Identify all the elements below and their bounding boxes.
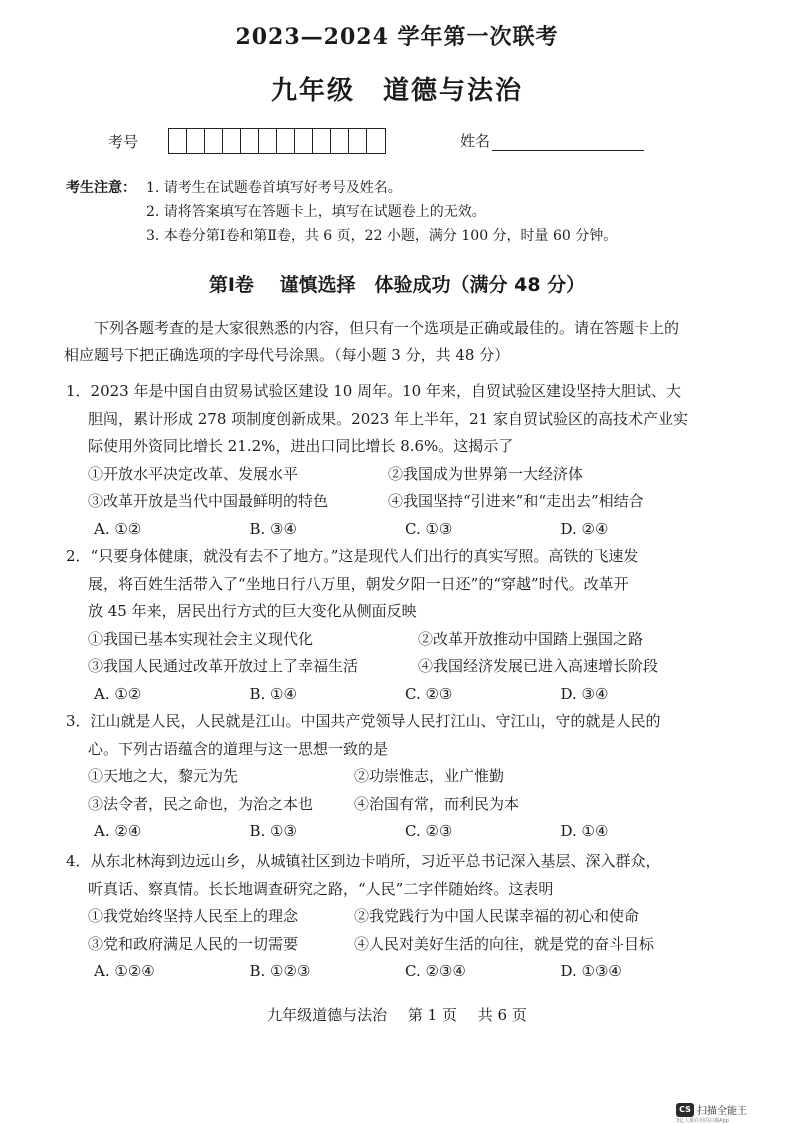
exam-number-cell — [331, 129, 349, 153]
statement-option: ②改革开放推动中国踏上强国之路 — [418, 629, 644, 648]
answer-choices — [66, 818, 716, 846]
grade-subject-title — [0, 70, 794, 107]
scanner-watermark — [676, 1102, 747, 1117]
answer-choice-d: D. ③④ — [560, 684, 609, 703]
answer-choice-d: D. ②④ — [560, 519, 609, 538]
name-field — [460, 130, 644, 151]
page-footer — [0, 1004, 794, 1025]
exam-number-cell — [187, 129, 205, 153]
answer-choice-b: B. ①④ — [249, 684, 297, 703]
question-stem-line: 放 45 年来，居民出行方式的巨大变化从侧面反映 — [88, 602, 417, 620]
name-label: 姓名 — [460, 132, 491, 150]
name-underline — [492, 132, 644, 151]
answer-choices — [66, 516, 716, 544]
exam-number-cell — [367, 129, 385, 153]
question-stem-line: 展，将百姓生活带入了“坐地日行八万里，朝发夕阳一日还”的“穿越”时代。改革开 — [88, 574, 629, 593]
statement-option: ①开放水平决定改革、发展水平 — [88, 464, 299, 483]
answer-choice-b: B. ①②③ — [249, 962, 311, 980]
answer-choices — [66, 681, 716, 709]
grade-label: 九年级 — [270, 76, 355, 106]
section-instructions — [64, 315, 724, 369]
option-row — [66, 461, 716, 489]
exam-number-cell — [277, 129, 295, 153]
statement-option: ①我国已基本实现社会主义现代化 — [88, 629, 314, 648]
answer-choice-c: C. ②③ — [405, 822, 453, 840]
option-row — [66, 903, 716, 931]
statement-option: ②我党践行为中国人民谋幸福的初心和使命 — [354, 907, 640, 925]
option-row — [66, 488, 716, 516]
exam-number-cell — [349, 129, 367, 153]
question-stem-line: 听真话、察真情。长长地调查研究之路，“人民”二字伴随始终。这表明 — [88, 879, 554, 898]
section-title: 第Ⅰ卷 谨慎选择 体验成功（满分 48 分） — [208, 274, 586, 296]
answer-choice-b: B. ③④ — [249, 519, 297, 538]
exam-number-cell — [241, 129, 259, 153]
exam-number-cell — [313, 129, 331, 153]
option-row — [66, 931, 716, 959]
statement-option: ③党和政府满足人民的一切需要 — [88, 934, 299, 953]
answer-choice-a: A. ②④ — [94, 822, 142, 840]
answer-choice-b: B. ①③ — [249, 822, 297, 840]
footer-subject: 九年级道德与法治 — [267, 1006, 388, 1024]
exam-notice — [66, 176, 617, 248]
subject-label: 道德与法治 — [383, 76, 524, 106]
question-3 — [66, 708, 716, 846]
answer-choices — [66, 958, 716, 986]
notice-heading: 考生注意： — [66, 180, 136, 196]
exam-number-field — [108, 128, 386, 154]
footer-total-pages: 共 6 页 — [477, 1006, 527, 1024]
exam-number-cell — [169, 129, 187, 153]
question-1 — [66, 378, 716, 543]
statement-option: ④治国有常，而利民为本 — [354, 794, 520, 813]
exam-number-cell — [295, 129, 313, 153]
statement-option: ③改革开放是当代中国最鲜明的特色 — [88, 492, 329, 510]
option-row — [66, 791, 716, 819]
answer-choice-d: D. ①③④ — [560, 962, 622, 980]
footer-page-number: 第 1 页 — [407, 1006, 457, 1024]
statement-option: ④我国坚持“引进来”和“走出去”相结合 — [388, 492, 644, 510]
statement-option: ③我国人民通过改革开放过上了幸福生活 — [88, 657, 359, 675]
statement-option: ①我党始终坚持人民至上的理念 — [88, 907, 299, 925]
scanner-app-name: 扫描全能王 — [697, 1106, 747, 1117]
exam-number-label: 考号 — [108, 132, 139, 151]
question-stem-line: 4．从东北林海到边远山乡，从城镇社区到边卡哨所，习近平总书记深入基层、深入群众， — [66, 852, 661, 870]
answer-choice-a: A. ①②④ — [94, 962, 155, 980]
instructions-line: 下列各题考查的是大家很熟悉的内容，但只有一个选项是正确或最佳的。请在答题卡上的 — [94, 319, 680, 337]
statement-option: ②功崇惟志，业广惟勤 — [354, 767, 505, 785]
notice-item: 2. 请将答案填写在答题卡上，填写在试题卷上的无效。 — [146, 204, 486, 220]
question-stem-line: 际使用外资同比增长 21.2%，进出口同比增长 8.6%。这揭示了 — [88, 437, 514, 455]
statement-option: ④人民对美好生活的向往，就是党的奋斗目标 — [354, 934, 655, 953]
option-row — [66, 763, 716, 791]
question-stem-line: 3．江山就是人民，人民就是江山。中国共产党领导人民打江山、守江山，守的就是人民的 — [66, 712, 661, 730]
question-4 — [66, 848, 716, 986]
question-stem-line: 心。下列古语蕴含的道理与这一思想一致的是 — [88, 739, 389, 758]
exam-number-cell — [205, 129, 223, 153]
exam-number-cell — [259, 129, 277, 153]
notice-item: 3. 本卷分第Ⅰ卷和第Ⅱ卷，共 6 页，22 小题，满分 100 分，时量 60 分钟。 — [146, 228, 618, 244]
notice-item: 1. 请考生在试题卷首填写好考号及姓名。 — [146, 180, 402, 196]
statement-option: ①天地之大，黎元为先 — [88, 767, 239, 785]
answer-choice-c: C. ①③ — [405, 519, 453, 538]
statement-option: ②我国成为世界第一大经济体 — [388, 464, 584, 483]
exam-number-boxes — [168, 128, 386, 154]
question-stem-line: 2．“只要身体健康，就没有去不了地方。”这是现代人们出行的真实写照。高铁的飞速发 — [66, 547, 639, 565]
statement-option: ③法令者，民之命也，为治之本也 — [88, 794, 314, 813]
question-stem-line: 胆闯，累计形成 278 项制度创新成果。2023 年上半年，21 家自贸试验区的高技术产业实 — [88, 409, 688, 428]
question-2 — [66, 543, 716, 708]
answer-choice-a: A. ①② — [94, 519, 142, 538]
exam-title: 2023—2024 学年第一次联考 — [235, 24, 559, 50]
instructions-line: 相应题号下把正确选项的字母代号涂黑。（每小题 3 分，共 48 分） — [64, 346, 510, 364]
question-stem-line: 1．2023 年是中国自由贸易试验区建设 10 周年。10 年来，自贸试验区建设坚持大胆试、大 — [66, 382, 681, 400]
answer-choice-d: D. ①④ — [560, 822, 609, 840]
statement-option: ④我国经济发展已进入高速增长阶段 — [418, 657, 659, 675]
answer-choice-a: A. ①② — [94, 684, 142, 703]
option-row — [66, 626, 716, 654]
camscanner-logo-icon: CS — [676, 1103, 694, 1117]
option-row — [66, 653, 716, 681]
exam-number-cell — [223, 129, 241, 153]
answer-choice-c: C. ②③ — [405, 684, 453, 703]
scanner-tagline: 3亿人都在用的扫描App — [676, 1118, 729, 1124]
answer-choice-c: C. ②③④ — [405, 962, 466, 980]
